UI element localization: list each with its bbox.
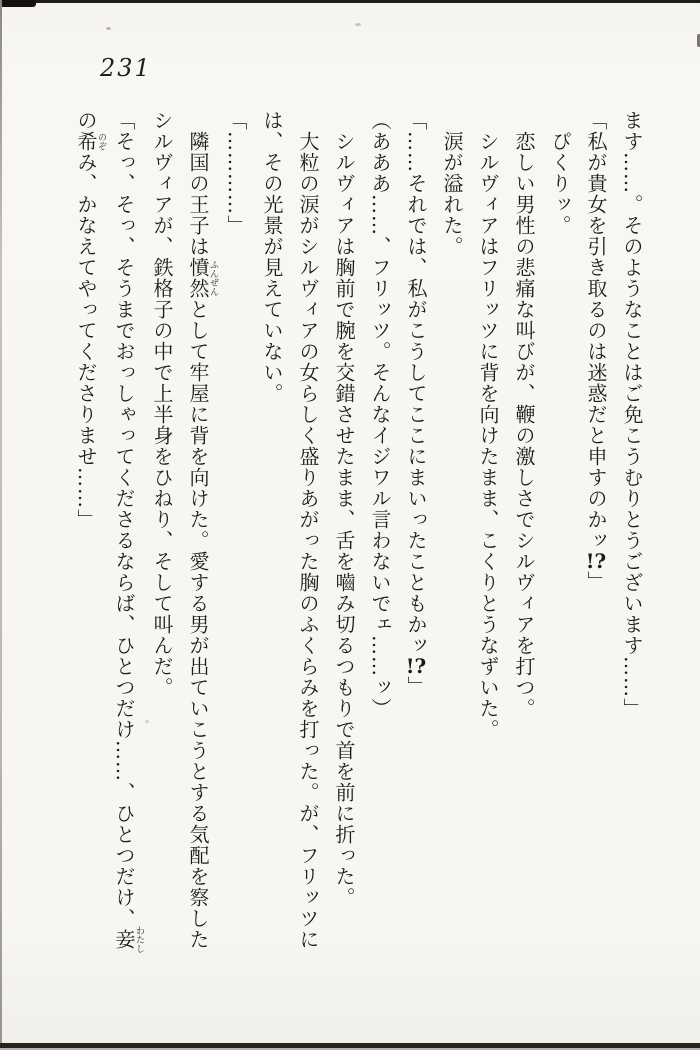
text-column: 「そっ、そっ、そうまでおっしゃってくださるならば、ひとつだけ……、ひとつだけ、妾わたし	[112, 110, 144, 953]
text-column: 恋しい男性の悲痛な叫びが、鞭の激しさでシルヴィアを打つ。	[512, 131, 536, 719]
text-column: ぴくりッ。	[548, 131, 572, 236]
text-column: （あああ……、フリッツ。そんなイジワル言わないでェ……ッ）	[368, 110, 392, 719]
text-column: シルヴィアが、鉄格子の中で上半身をひねり、そして叫んだ。	[150, 110, 174, 698]
ruby-annotated-word: 妾わたし	[112, 926, 144, 953]
text-column: 涙が溢れた。	[440, 131, 464, 257]
text-column: 「……それでは、私がこうしてここにまいったこともかッ!?」	[404, 110, 428, 697]
text-column: シルヴィアはフリッツに背を向けたまま、こくりとうなずいた。	[476, 131, 500, 740]
scan-speck	[355, 23, 361, 26]
text-column: は、その光景が見えていない。	[260, 110, 284, 404]
page-number: 231	[100, 54, 152, 82]
text-column: 「私が貴女を引き取るのは迷惑だと申すのかッ!?」	[584, 110, 608, 592]
text-block	[68, 110, 650, 960]
page-frame-top-left-blot	[0, 0, 36, 7]
text-column: の希のぞみ、かなえてやってくださりませ……」	[74, 110, 106, 530]
text-column: ます……。そのようなことはご免こうむりとうございます……」	[620, 110, 644, 719]
tatechuyoko-exclamation-question: !?	[585, 551, 607, 571]
text-column: 隣国の王子は憤然ふんぜんとして牢屋に背を向けた。愛する男が出ていこうとする気配を察した	[186, 131, 218, 950]
ruby-annotated-word: 憤然ふんぜん	[186, 257, 218, 299]
page-frame-top	[0, 0, 700, 3]
text-column: 「…………」	[224, 110, 248, 236]
tatechuyoko-exclamation-question: !?	[405, 656, 427, 676]
text-column: 大粒の涙がシルヴィアの女らしく盛りあがった胸のふくらみを打った。が、フリッツに	[296, 131, 320, 950]
ruby-annotated-word: 希のぞ	[74, 131, 106, 152]
page-frame-left	[0, 0, 2, 1050]
scan-speck	[106, 27, 111, 30]
text-column: シルヴィアは胸前で腕を交錯させたまま、舌を嚙み切るつもりで首を前に折った。	[332, 131, 356, 908]
page-frame-bottom	[0, 1043, 700, 1048]
